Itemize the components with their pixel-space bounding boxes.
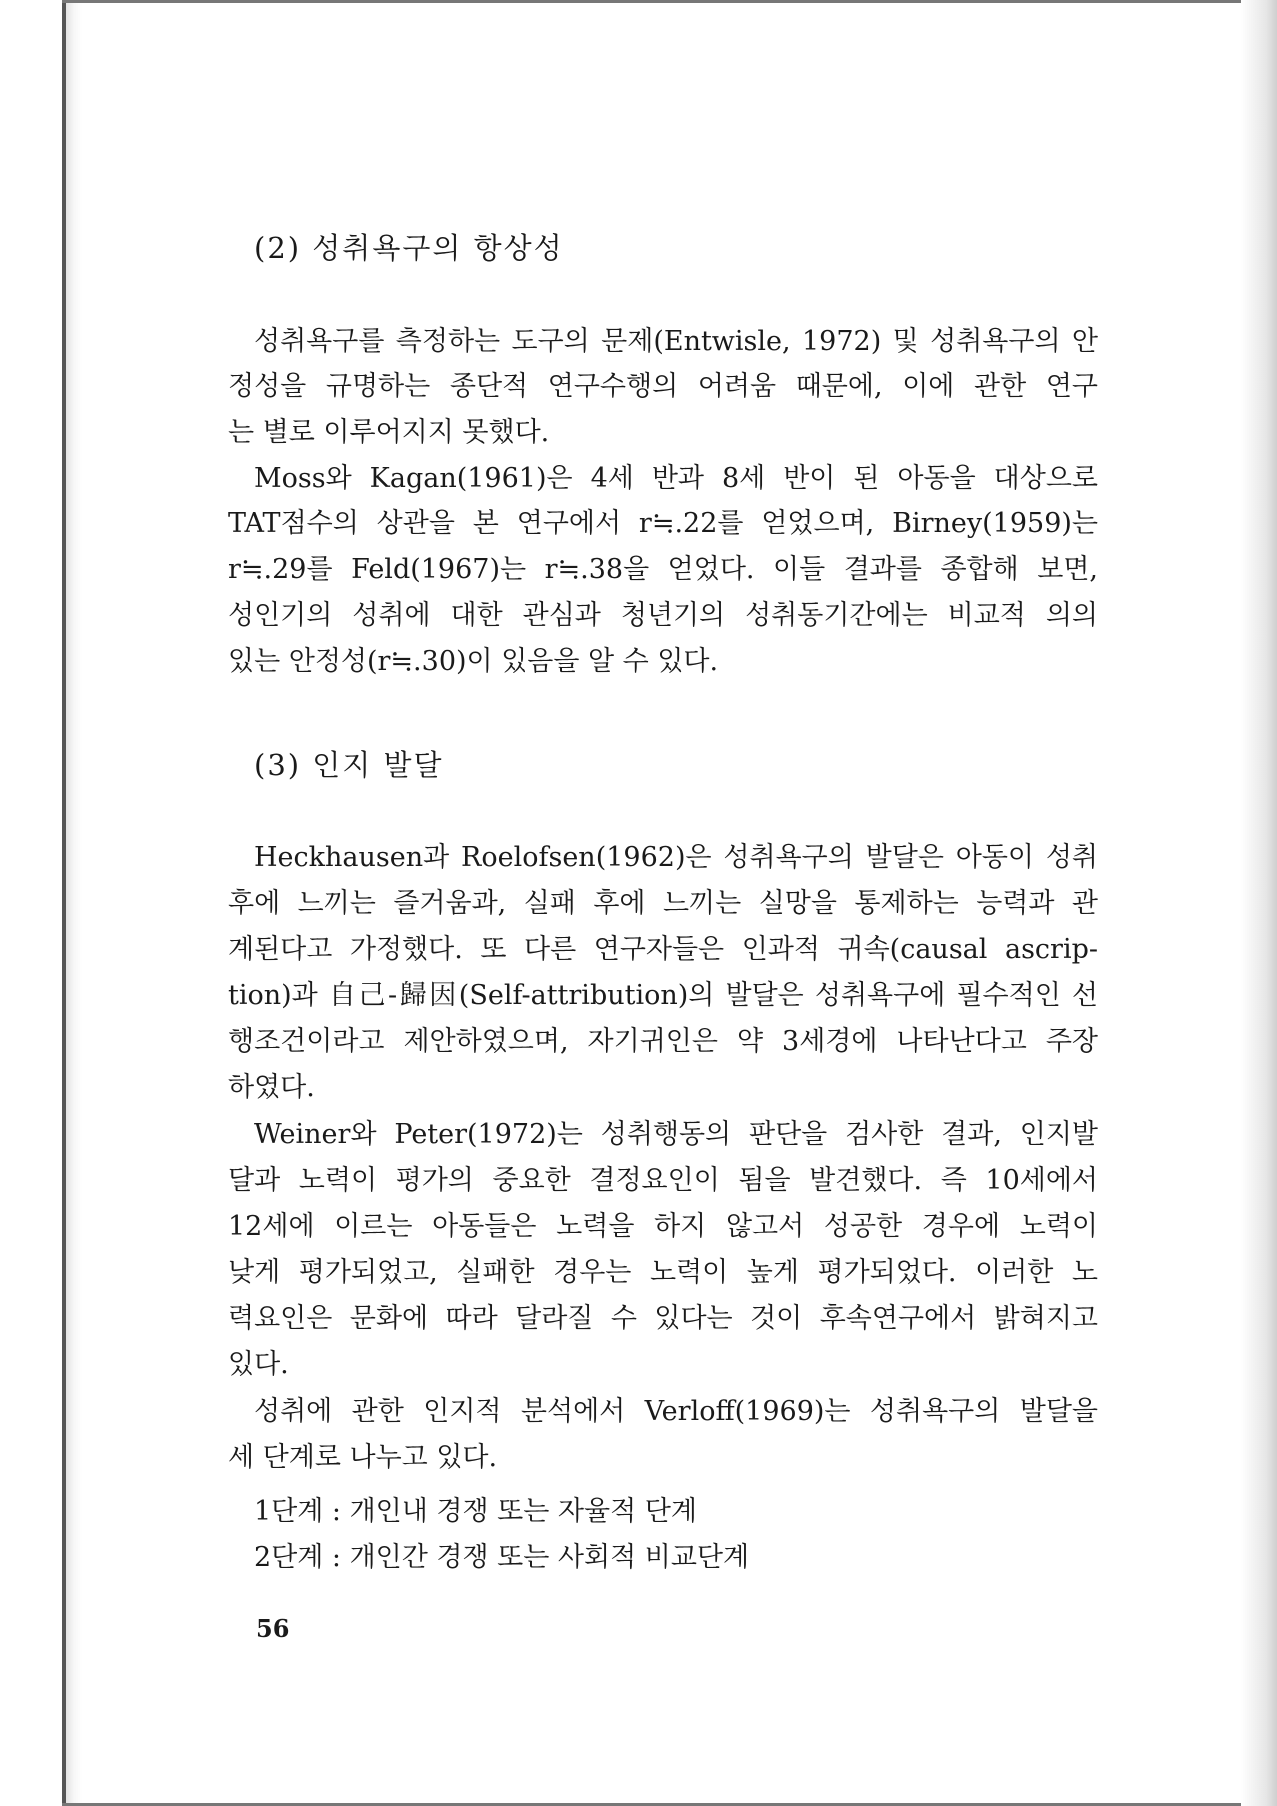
page-shadow-right bbox=[1241, 0, 1277, 1806]
page-number: 56 bbox=[256, 1614, 290, 1643]
page-edge-top bbox=[62, 0, 1242, 3]
paragraph-line: TAT점수의 상관을 본 연구에서 r≒.22를 얻었으며, Birney(1959)는 bbox=[228, 508, 1098, 539]
paragraph-line: 세 단계로 나누고 있다. bbox=[228, 1442, 498, 1473]
paragraph-line: 하였다. bbox=[228, 1072, 315, 1103]
paragraph-line: 있다. bbox=[228, 1349, 289, 1380]
paragraph-line: 성취에 관한 인지적 분석에서 Verloff(1969)는 성취욕구의 발달을 bbox=[254, 1396, 1098, 1427]
paragraph-line: 력요인은 문화에 따라 달라질 수 있다는 것이 후속연구에서 밝혀지고 bbox=[228, 1303, 1098, 1334]
paragraph-line: 성인기의 성취에 대한 관심과 청년기의 성취동기간에는 비교적 의의 bbox=[228, 600, 1098, 631]
section-heading: (3) 인지 발달 bbox=[254, 748, 444, 782]
page-edge-left bbox=[62, 0, 66, 1806]
paragraph-line: 정성을 규명하는 종단적 연구수행의 어려움 때문에, 이에 관한 연구 bbox=[228, 371, 1098, 402]
list-item: 2단계 : 개인간 경쟁 또는 사회적 비교단계 bbox=[254, 1542, 750, 1573]
paragraph-line: 성취욕구를 측정하는 도구의 문제(Entwisle, 1972) 및 성취욕구의 안 bbox=[254, 326, 1098, 357]
paragraph-line: 있는 안정성(r≒.30)이 있음을 알 수 있다. bbox=[228, 646, 719, 677]
paragraph-line: 계된다고 가정했다. 또 다른 연구자들은 인과적 귀속(causal ascrip- bbox=[228, 934, 1098, 965]
paragraph-line: r≒.29를 Feld(1967)는 r≒.38을 얻었다. 이들 결과를 종합해 보면, bbox=[228, 554, 1098, 585]
paragraph-line: Heckhausen과 Roelofsen(1962)은 성취욕구의 발달은 아동이 성취 bbox=[254, 842, 1098, 873]
paragraph-line: tion)과 自己-歸因(Self-attribution)의 발달은 성취욕구에 필수적인 선 bbox=[228, 980, 1098, 1011]
paragraph-line: 낮게 평가되었고, 실패한 경우는 노력이 높게 평가되었다. 이러한 노 bbox=[228, 1257, 1098, 1288]
paragraph-line: 는 별로 이루어지지 못했다. bbox=[228, 417, 550, 448]
section-heading: (2) 성취욕구의 항상성 bbox=[254, 231, 564, 265]
paragraph-line: Moss와 Kagan(1961)은 4세 반과 8세 반이 된 아동을 대상으로 bbox=[254, 463, 1098, 494]
paragraph-line: 12세에 이르는 아동들은 노력을 하지 않고서 성공한 경우에 노력이 bbox=[228, 1211, 1098, 1242]
paragraph-line: 달과 노력이 평가의 중요한 결정요인이 됨을 발견했다. 즉 10세에서 bbox=[228, 1165, 1098, 1196]
paragraph-line: 행조건이라고 제안하였으며, 자기귀인은 약 3세경에 나타난다고 주장 bbox=[228, 1026, 1098, 1057]
paragraph-line: Weiner와 Peter(1972)는 성취행동의 판단을 검사한 결과, 인지발 bbox=[254, 1119, 1098, 1150]
list-item: 1단계 : 개인내 경쟁 또는 자율적 단계 bbox=[254, 1496, 697, 1527]
paragraph-line: 후에 느끼는 즐거움과, 실패 후에 느끼는 실망을 통제하는 능력과 관 bbox=[228, 888, 1098, 919]
